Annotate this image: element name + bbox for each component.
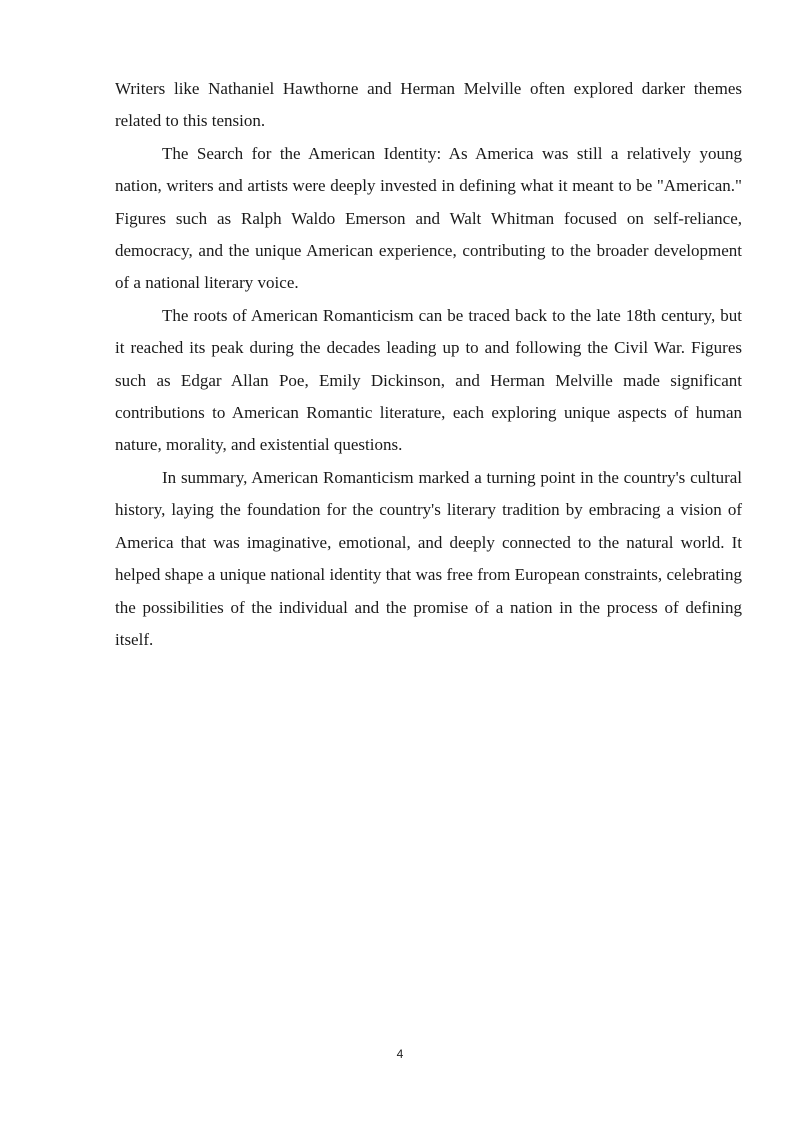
body-text: [115, 73, 742, 656]
page-number: 4: [396, 1047, 404, 1061]
paragraph-summary: In summary, American Romanticism marked a turning point in the country's cultural history, laying the foundation for the country's literary tradition by embracing a vision of America that was imaginative, emotional, and deeply connected to the natural world. It helped shape a unique national identity that was free from European constraints, celebrating the possibilities of the individual and the promise of a nation in the process of defining itself.: [115, 467, 742, 649]
paragraph-continuation: Writers like Nathaniel Hawthorne and Herman Melville often explored darker themes related to this tension.: [115, 79, 742, 131]
paragraph-roots: The roots of American Romanticism can be traced back to the late 18th century, but it reached its peak during the decades leading up to and following the Civil War. Figures such as Edgar Allan Poe, Emily Dickinson, and Herman Melville made significant contributions to American Romantic literature, each exploring unique aspects of human nature, morality, and existential questions.: [115, 305, 742, 455]
paragraph-american-identity: The Search for the American Identity: As America was still a relatively young nation, writers and artists were deeply invested in defining what it meant to be "American." Figures such as Ralph Waldo Emerson and Walt Whitman focused on self-reliance, democracy, and the unique American experience, contributing to the broader development of a national literary voice.: [115, 143, 742, 293]
